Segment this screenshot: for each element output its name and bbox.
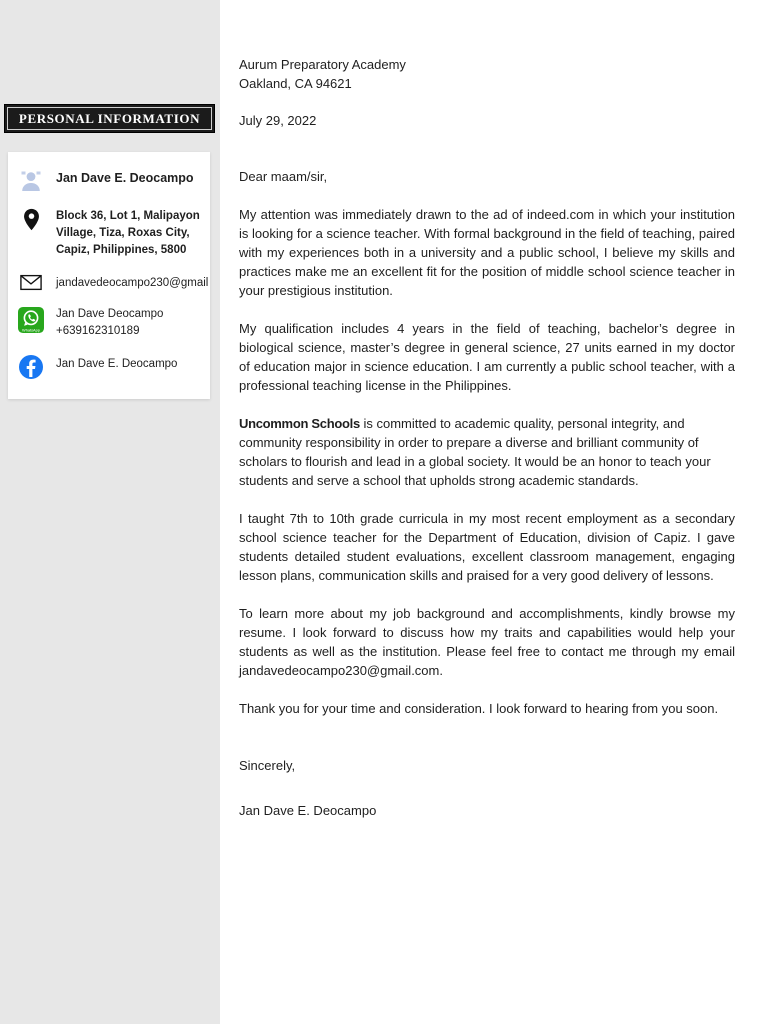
contact-whatsapp: [56, 306, 163, 340]
facebook-icon: [18, 354, 44, 379]
paragraph-school-values-text: is committed to academic quality, personal integrity, and community responsibility in order to prepare a diverse and brilliant community of scholars to flourish and lead in a global society. It would be an honor to teach your students and serve a school that upholds strong academic standards.: [239, 416, 711, 488]
address-line-2: Village, Tiza, Roxas City,: [56, 227, 190, 239]
school-name-bold: Uncommon Schools: [239, 416, 360, 431]
contact-address: [56, 207, 200, 259]
email-icon: [18, 273, 44, 291]
contact-whatsapp-row: [18, 306, 200, 340]
paragraph-qualifications: My qualification includes 4 years in the field of teaching, bachelor’s degree in biological science, master’s degree in general science, 27 units earned in my doctor of education major in science education. I am currently a public school teacher, with a professional teaching license in the Philippines.: [239, 321, 735, 393]
whatsapp-name: Jan Dave Deocampo: [56, 308, 164, 320]
whatsapp-icon: [18, 306, 44, 333]
contact-card: [8, 152, 210, 399]
contact-email: jandavedeocampo230@gmail: [56, 277, 209, 289]
address-line-1: Block 36, Lot 1, Malipayon: [56, 210, 200, 222]
contact-email-row: [18, 273, 209, 292]
salutation: Dear maam/sir,: [239, 169, 328, 184]
contact-name: Jan Dave E. Deocampo: [56, 171, 194, 185]
location-pin-icon: [18, 207, 44, 231]
paragraph-school-values: [239, 414, 735, 490]
contact-name-row: [18, 168, 200, 193]
svg-text:WhatsApp: WhatsApp: [22, 327, 40, 333]
recipient-block: [239, 55, 735, 93]
letter-date: July 29, 2022: [239, 113, 317, 128]
personal-info-sidebar: [0, 0, 220, 1024]
contact-address-row: [18, 207, 200, 259]
whatsapp-number: +639162310189: [56, 325, 140, 337]
recipient-address: Oakland, CA 94621: [239, 76, 352, 91]
paragraph-thanks: Thank you for your time and consideration. I look forward to hearing from you soon.: [239, 701, 719, 716]
personal-information-title: PERSONAL INFORMATION: [18, 110, 201, 126]
address-line-3: Capiz, Philippines, 5800: [56, 244, 187, 256]
contact-facebook-row: [18, 354, 200, 379]
recipient-name: Aurum Preparatory Academy: [239, 57, 406, 72]
signature-name: Jan Dave E. Deocampo: [239, 803, 377, 818]
cover-letter: [220, 0, 768, 820]
paragraph-contact: To learn more about my job background and accomplishments, kindly browse my resume. I look forward to discuss how my traits and capabilities would help your students as well as the institution. Please feel free to contact me through my email jandavedeocampo230@gmail.com.: [239, 606, 735, 678]
paragraph-experience: I taught 7th to 10th grade curricula in my most recent employment as a secondary school science teacher for the Department of Education, division of Capiz. I gave students detailed student evaluations, excellent classroom management, engaging lesson plans, communication skills and praised for a very good delivery of lessons.: [239, 511, 735, 583]
paragraph-intro: My attention was immediately drawn to the ad of indeed.com in which your institution is looking for a science teacher. With formal background in the field of teaching, paired with my experiences both in a university and a public school, I believe my skills and practices make me an excellent fit for the position of middle school science teacher in your prestigious institution.: [239, 207, 735, 298]
personal-information-header: [4, 104, 215, 133]
contact-facebook: Jan Dave E. Deocampo: [56, 358, 178, 370]
closing: Sincerely,: [239, 758, 296, 773]
person-icon: [18, 168, 44, 193]
